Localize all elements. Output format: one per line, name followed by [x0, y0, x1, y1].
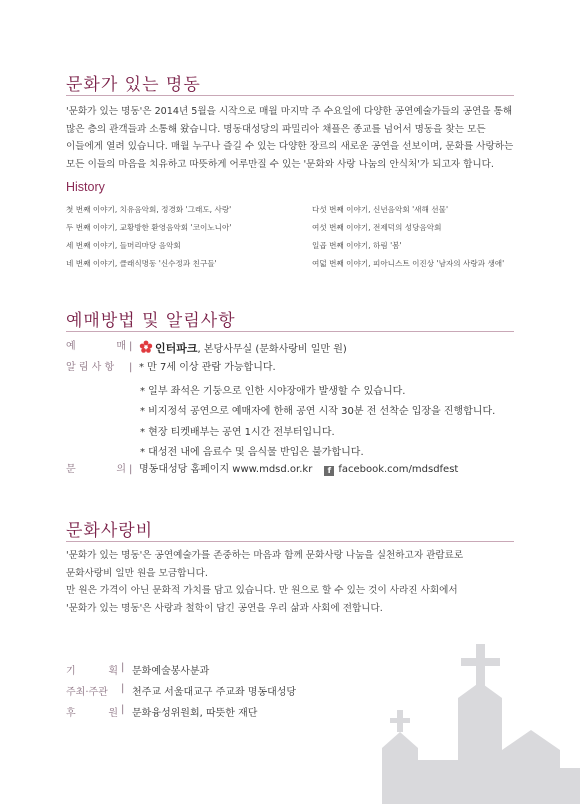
intro-line: 모든 이들의 마음을 치유하고 따뜻하게 어루만질 수 있는 '문화와 사랑 나눔의 안식처'가 되고자 합니다.: [66, 158, 494, 170]
credit-label: [66, 662, 118, 677]
history-item: 다섯 번째 이야기, 신년음악회 '새해 선물': [312, 205, 449, 214]
label-part: 후: [66, 708, 76, 719]
label-part: 기: [66, 666, 76, 677]
intro-line: 많은 층의 관객들과 소통해 왔습니다. 명동대성당의 파밀리아 채플은 종교를 넘어서 명동을 찾는 모든: [66, 123, 486, 135]
cathedral-silhouette-icon: [368, 638, 580, 804]
notice-item: * 일부 좌석은 기둥으로 인한 시야장애가 발생할 수 있습니다.: [140, 386, 406, 397]
label-part: 원: [108, 708, 118, 719]
facebook-icon: f: [324, 466, 334, 476]
donation-line: '문화가 있는 명동'은 공연예술가를 존중하는 마음과 함께 문화사랑 나눔을 실천하고자 관람료로: [66, 550, 464, 561]
section-title-donation: 문화사랑비: [66, 521, 154, 541]
donation-line: 만 원은 가격이 아닌 문화적 가치를 담고 있습니다. 만 원으로 할 수 있는 것이 사라진 사회에서: [66, 585, 458, 596]
contact-label: [66, 463, 126, 477]
credit-value: 천주교 서울대교구 주교좌 명동대성당: [132, 687, 297, 698]
intro-line: 이들에게 열려 있습니다. 매월 누구나 즐길 수 있는 다양한 장르의 새로운 공연을 선보이며, 문화를 사랑하는: [66, 141, 514, 152]
credit-value: 문화예술봉사분과: [132, 666, 210, 677]
section-divider: [66, 541, 514, 542]
reservation-text: , 본당사무실 (문화사랑비 일만 원): [197, 344, 347, 355]
separator: |: [121, 662, 125, 673]
notice-item: * 대성전 내에 음료수 및 음식물 반입은 불가합니다.: [140, 447, 364, 458]
donation-line: '문화가 있는 명동'은 사랑과 철학이 담긴 공연을 우리 삶과 사회에 전합니다.: [66, 602, 383, 614]
donation-line: 문화사랑비 일만 원을 모금합니다.: [66, 567, 208, 579]
credit-value: 문화융성위원회, 따뜻한 재단: [132, 708, 258, 719]
label-part: 의: [116, 464, 126, 475]
separator: |: [121, 683, 125, 694]
history-title: History: [66, 180, 105, 194]
history-item: 여섯 번째 이야기, 전제덕의 성당음악회: [312, 223, 442, 232]
section-title-culture: 문화가 있는 명동: [66, 75, 201, 95]
separator: |: [121, 704, 125, 715]
history-list-left: [66, 201, 231, 273]
reservation-value: [139, 340, 347, 357]
section-divider: [66, 331, 514, 332]
history-item: 첫 번째 이야기, 치유음악회, 정경화 '그래도, 사랑': [66, 205, 232, 214]
label-part: 문: [66, 464, 76, 475]
intro-line: '문화가 있는 명동'은 2014년 5월을 시작으로 매월 마지막 주 수요일에 다양한 공연예술가들의 공연을 통해: [66, 106, 513, 117]
history-item: 일곱 번째 이야기, 하림 '봄': [312, 241, 402, 250]
history-item: 두 번째 이야기, 교황방한 환영음악회 '코이노니아': [66, 223, 232, 232]
history-item: 세 번째 이야기, 들머리마당 음악회: [66, 241, 181, 250]
history-list-right: [312, 201, 504, 273]
interpark-flower-icon: [139, 340, 153, 354]
separator: |: [129, 362, 133, 373]
credit-label: [66, 704, 118, 719]
contact-value: [139, 463, 458, 477]
section-divider: [66, 95, 514, 96]
label-part: 매: [116, 341, 126, 352]
homepage-link[interactable]: 명동대성당 홈페이지 www.mdsd.or.kr: [139, 464, 313, 475]
reservation-label: [66, 340, 126, 354]
notice-item: * 비지정석 공연으로 예매자에 한해 공연 시작 30분 전 선착순 입장을 진행합니다.: [140, 406, 496, 417]
notice-item: * 현장 티켓배부는 공연 1시간 전부터입니다.: [140, 427, 335, 438]
history-item: 여덟 번째 이야기, 피아니스트 이진상 '남자의 사랑과 생애': [312, 259, 505, 268]
notice-label: 알 림 사 항: [66, 362, 115, 373]
label-part: 예: [66, 341, 76, 352]
history-item: 네 번째 이야기, 클래식명동 '신수정과 친구들': [66, 259, 217, 268]
interpark-logo-text[interactable]: 인터파크: [155, 342, 198, 355]
separator: |: [129, 464, 133, 475]
notice-item: * 만 7세 이상 관람 가능합니다.: [139, 362, 276, 373]
label-part: 획: [108, 666, 118, 677]
facebook-link[interactable]: facebook.com/mdsdfest: [338, 464, 459, 475]
intro-paragraph: [66, 103, 516, 173]
separator: |: [129, 341, 133, 352]
donation-paragraph: [66, 547, 516, 617]
section-title-reservation: 예매방법 및 알림사항: [66, 311, 236, 331]
credit-label: 주최·주관: [66, 687, 108, 698]
